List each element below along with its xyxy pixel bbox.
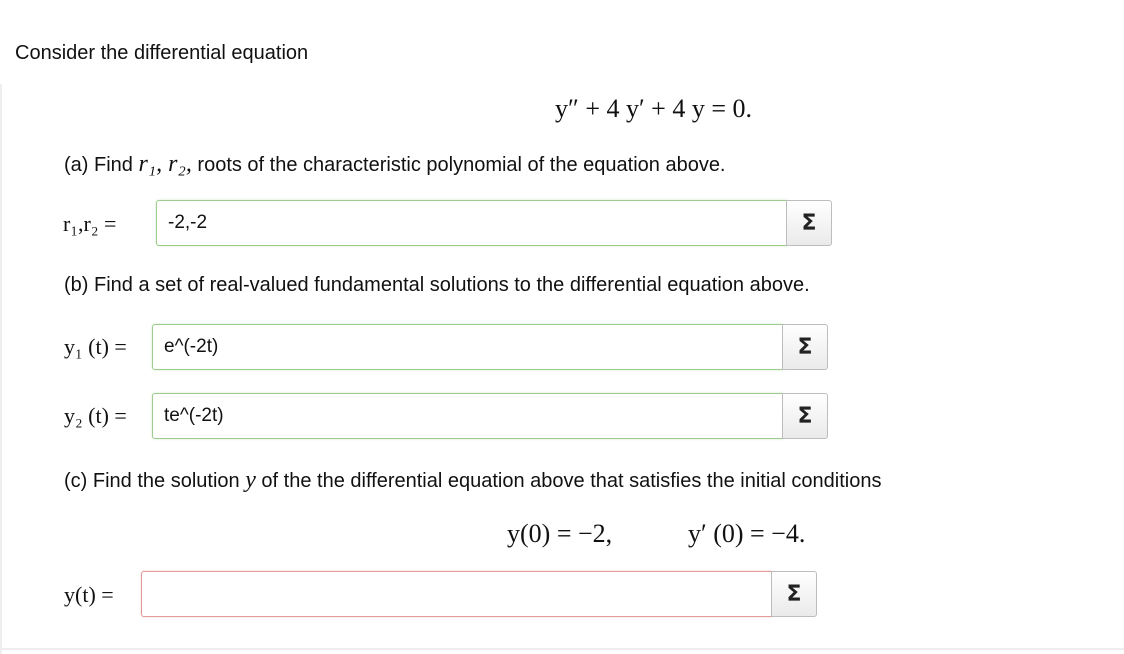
solution-sigma-button[interactable] [771, 571, 817, 617]
roots-input-value: -2,-2 [168, 212, 208, 233]
solution-label: y(t) = [64, 582, 114, 607]
content-frame-bottom-border [0, 648, 1124, 650]
y1-input[interactable] [152, 324, 784, 370]
y2-input-value: te^(-2t) [164, 405, 224, 426]
sigma-icon: Σ [801, 210, 817, 236]
part-c-prompt [64, 467, 881, 494]
roots-label: r₁,r₂ = [63, 211, 117, 236]
part-a-roots-symbol: r₁, r₂, [138, 151, 192, 177]
y1-label: y₁ (t) = [64, 334, 127, 359]
sigma-icon: Σ [797, 403, 813, 429]
intro-text: Consider the differential equation [15, 42, 309, 64]
part-c-text-before: (c) Find the solution [64, 470, 240, 492]
part-c-text-after: of the the differential equation above that satisfies the initial conditions [261, 470, 882, 492]
y2-sigma-button[interactable] [782, 393, 828, 439]
y1-sigma-button[interactable] [782, 324, 828, 370]
part-a-text-after: roots of the characteristic polynomial of the equation above. [197, 154, 726, 176]
y1-input-value: e^(-2t) [164, 336, 219, 357]
solution-input[interactable] [141, 571, 773, 617]
initial-condition-2: y′ (0) = −4. [688, 519, 806, 548]
roots-input[interactable] [156, 200, 788, 246]
content-frame-left-border [0, 84, 2, 654]
part-b-prompt: (b) Find a set of real-valued fundamental solutions to the differential equation above. [64, 274, 810, 296]
differential-equation: y″ + 4 y′ + 4 y = 0. [555, 94, 753, 123]
initial-condition-1: y(0) = −2, [507, 519, 613, 548]
y2-label: y₂ (t) = [64, 403, 127, 428]
y2-input[interactable] [152, 393, 784, 439]
sigma-icon: Σ [797, 334, 813, 360]
sigma-icon: Σ [786, 581, 802, 607]
part-a-text-before: (a) Find [64, 154, 133, 176]
roots-sigma-button[interactable] [786, 200, 832, 246]
part-c-var: y [245, 467, 256, 493]
part-a-prompt [64, 151, 726, 178]
